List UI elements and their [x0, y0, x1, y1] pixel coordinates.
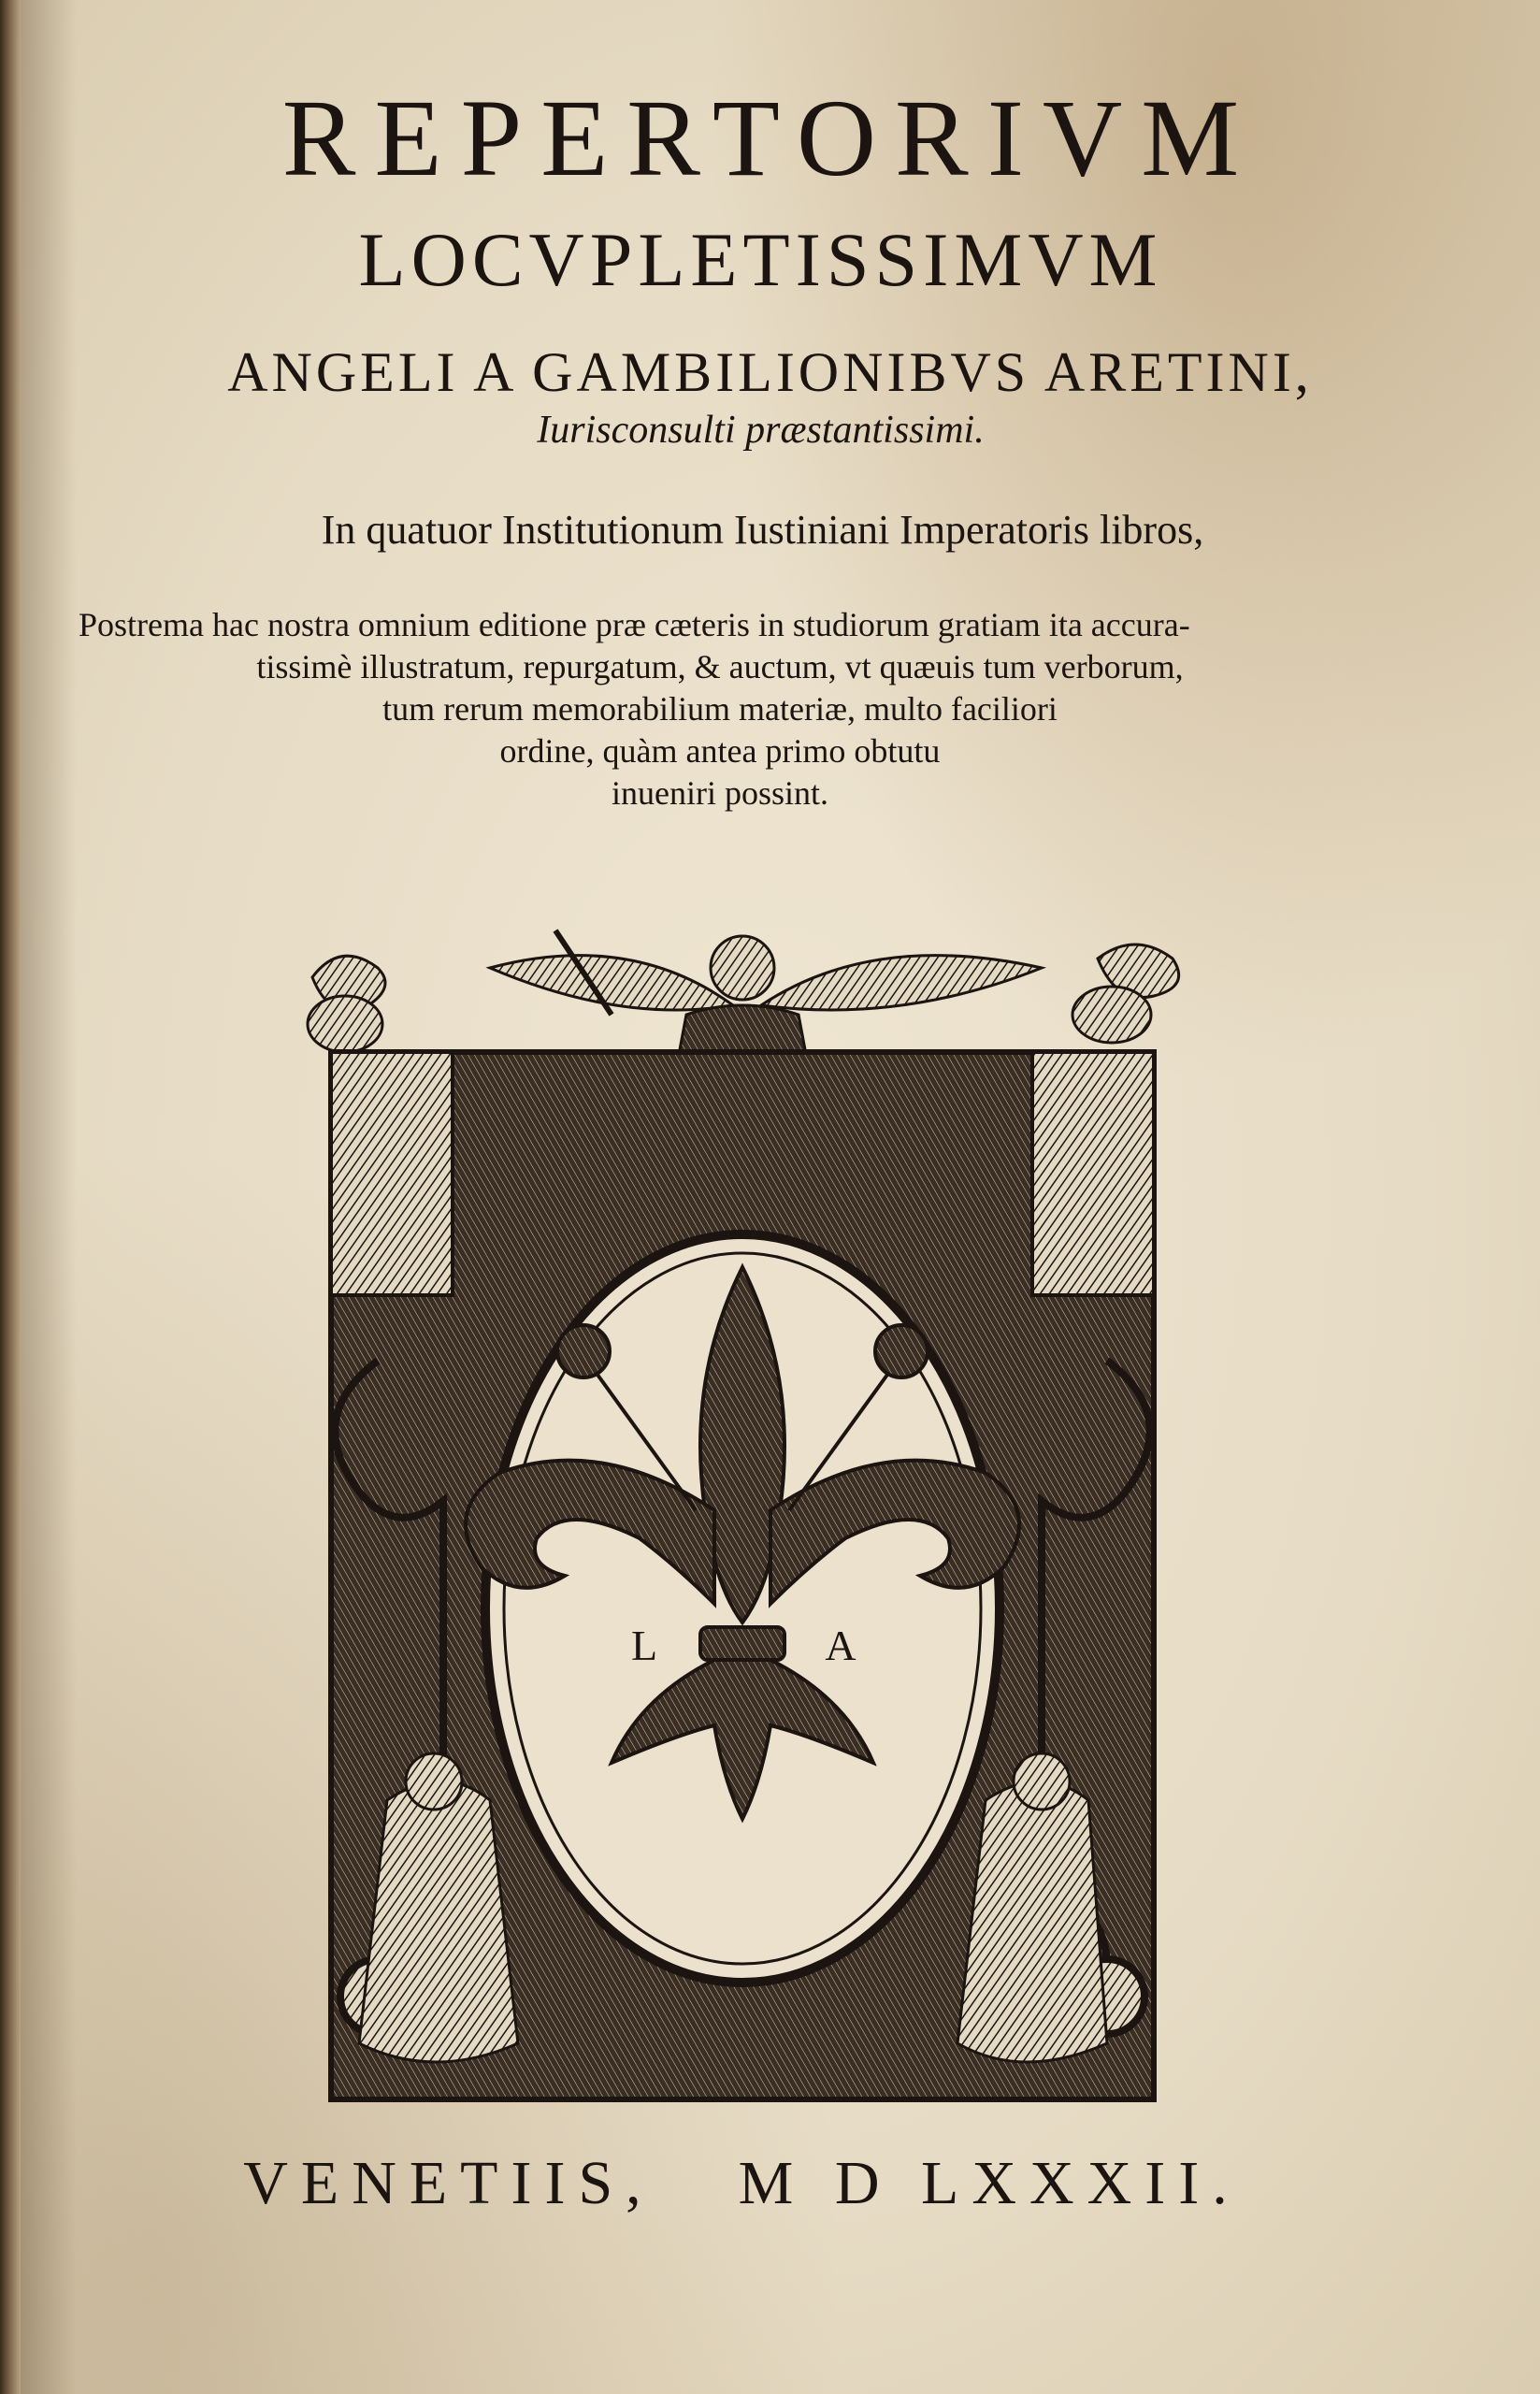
edition-paragraph-line: tum rerum memorabilium materiæ, multo faciliori	[382, 690, 1058, 728]
device-initial-right: A	[825, 1622, 856, 1669]
top-ornament-left-urn	[308, 956, 385, 1052]
author-description: Iurisconsulti præstantissimi.	[537, 409, 985, 452]
edition-paragraph-line: ordine, quàm antea primo obtutu	[499, 732, 941, 770]
main-title: REPERTORIVM	[281, 77, 1259, 199]
device-initial-left: L	[630, 1622, 658, 1669]
right-pillar-capital	[1032, 1052, 1154, 1295]
edition-paragraph	[56, 604, 1384, 815]
left-pillar-capital	[331, 1052, 453, 1295]
author-name: ANGELI A GAMBILIONIBVS ARETINI,	[227, 341, 1313, 403]
imprint-year: M D LXXXII.	[738, 2149, 1241, 2217]
edition-paragraph-line: Postrema hac nostra omnium editione præ cæteris in studiorum gratiam ita accura-	[79, 606, 1190, 643]
edition-paragraph-line: tissimè illustratum, repurgatum, & auctum, vt quæuis tum verborum,	[256, 648, 1184, 685]
imprint-line	[0, 2142, 1512, 2226]
top-ornament-right-urn	[1072, 945, 1179, 1043]
printers-device-woodcut	[275, 912, 1219, 2118]
work-description: In quatuor Institutionum Iustiniani Imperatoris libros,	[321, 507, 1204, 553]
imprint-place: VENETIIS,	[243, 2149, 655, 2217]
edition-paragraph-line: inueniri possint.	[612, 774, 828, 812]
main-title-line-2: LOCVPLETISSIMVM	[358, 217, 1163, 302]
